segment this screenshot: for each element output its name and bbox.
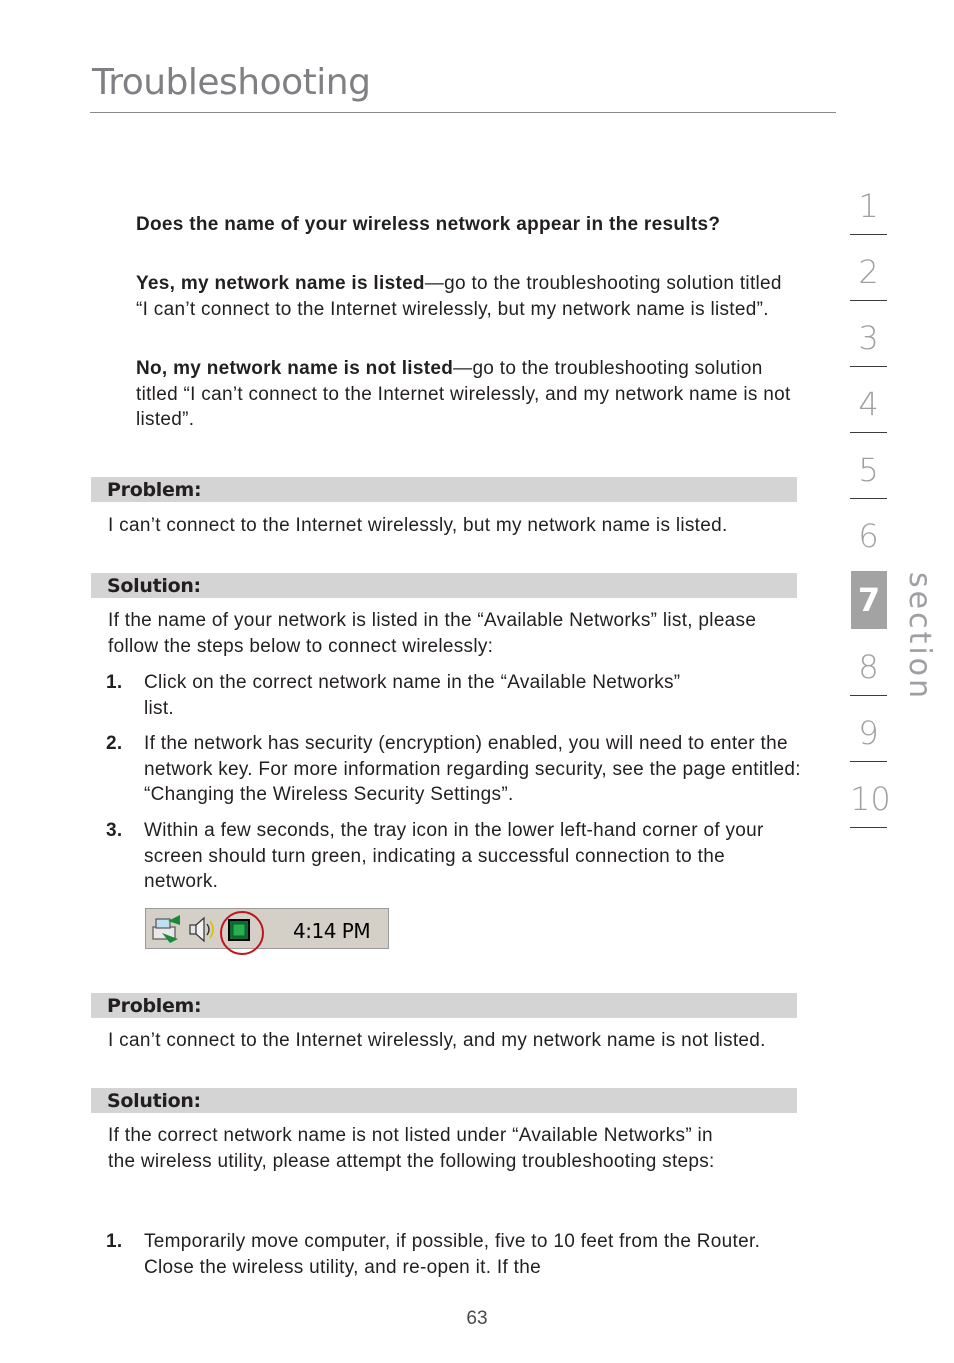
section-number-6: 6 (858, 517, 879, 555)
system-tray-screenshot (145, 908, 389, 949)
problem-label: Problem: (107, 479, 202, 501)
solution-header-bar (91, 573, 797, 598)
highlight-circle (220, 911, 264, 955)
problem-header-bar (91, 477, 797, 502)
title-divider (90, 112, 836, 113)
answer-yes-text: —go to the troubleshooting solution titled “I can’t connect to the Internet wirelessly, but my network name is listed”. (136, 273, 782, 320)
section-divider (850, 432, 887, 433)
step-text: If the network has security (encryption) enabled, you will need to enter the network key. For more information regarding security, see the page entitled: “Changing the Wireless Security Settings”. (144, 733, 801, 805)
section-divider (850, 366, 887, 367)
answer-yes-label: Yes, my network name is listed (136, 273, 425, 294)
network-connection-icon (150, 913, 184, 945)
solution-text: If the correct network name is not listed under “Available Networks” in the wireless utility, please attempt the following troubleshooting steps: (108, 1125, 715, 1172)
section-divider (850, 827, 887, 828)
section-divider (850, 761, 887, 762)
answer-no (136, 356, 796, 433)
section-divider (850, 498, 887, 499)
section-number-3: 3 (858, 319, 879, 357)
step-text: Temporarily move computer, if possible, five to 10 feet from the Router. Close the wireless utility, and re-open it. If the (144, 1231, 761, 1278)
answer-yes (136, 271, 796, 322)
problem-label: Problem: (107, 995, 202, 1017)
answer-no-label: No, my network name is not listed (136, 358, 454, 379)
section-divider (850, 234, 887, 235)
speaker-icon (186, 914, 216, 944)
page-title: Troubleshooting (92, 62, 371, 103)
section-number-9: 9 (858, 714, 879, 752)
step-number: 1. (106, 1231, 123, 1252)
page-number: 63 (466, 1308, 488, 1329)
solution-label: Solution: (107, 1090, 201, 1112)
step-number: 3. (106, 820, 123, 841)
step-number: 1. (106, 672, 123, 693)
step-text: Within a few seconds, the tray icon in the lower left-hand corner of your screen should turn green, indicating a successful connection to the network. (144, 820, 764, 892)
section-number-5: 5 (858, 451, 879, 489)
section-divider (850, 300, 887, 301)
intro-question: Does the name of your wireless network appear in the results? (136, 214, 721, 235)
active-section-number: 7 (857, 581, 881, 619)
answer-no-text: —go to the troubleshooting solution titled “I can’t connect to the Internet wirelessly, and my network name is not listed”. (136, 358, 791, 430)
section-number-1: 1 (858, 187, 879, 225)
tray-clock: 4:14 PM (293, 919, 371, 943)
section-label: section (902, 572, 937, 702)
solution-text: If the name of your network is listed in the “Available Networks” list, please follow the steps below to connect wirelessly: (108, 610, 757, 657)
solution-header-bar (91, 1088, 797, 1113)
solution-label: Solution: (107, 575, 201, 597)
section-number-4: 4 (858, 385, 879, 423)
problem-text: I can’t connect to the Internet wirelessly, but my network name is listed. (108, 515, 728, 536)
problem-header-bar (91, 993, 797, 1018)
problem-text: I can’t connect to the Internet wirelessly, and my network name is not listed. (108, 1030, 766, 1051)
section-number-7-active (851, 571, 887, 629)
section-number-8: 8 (858, 648, 879, 686)
step-number: 2. (106, 733, 123, 754)
step-text: Click on the correct network name in the “Available Networks” list. (144, 672, 681, 719)
section-number-2: 2 (858, 253, 879, 291)
section-divider (850, 695, 887, 696)
section-number-10: 10 (850, 780, 891, 818)
